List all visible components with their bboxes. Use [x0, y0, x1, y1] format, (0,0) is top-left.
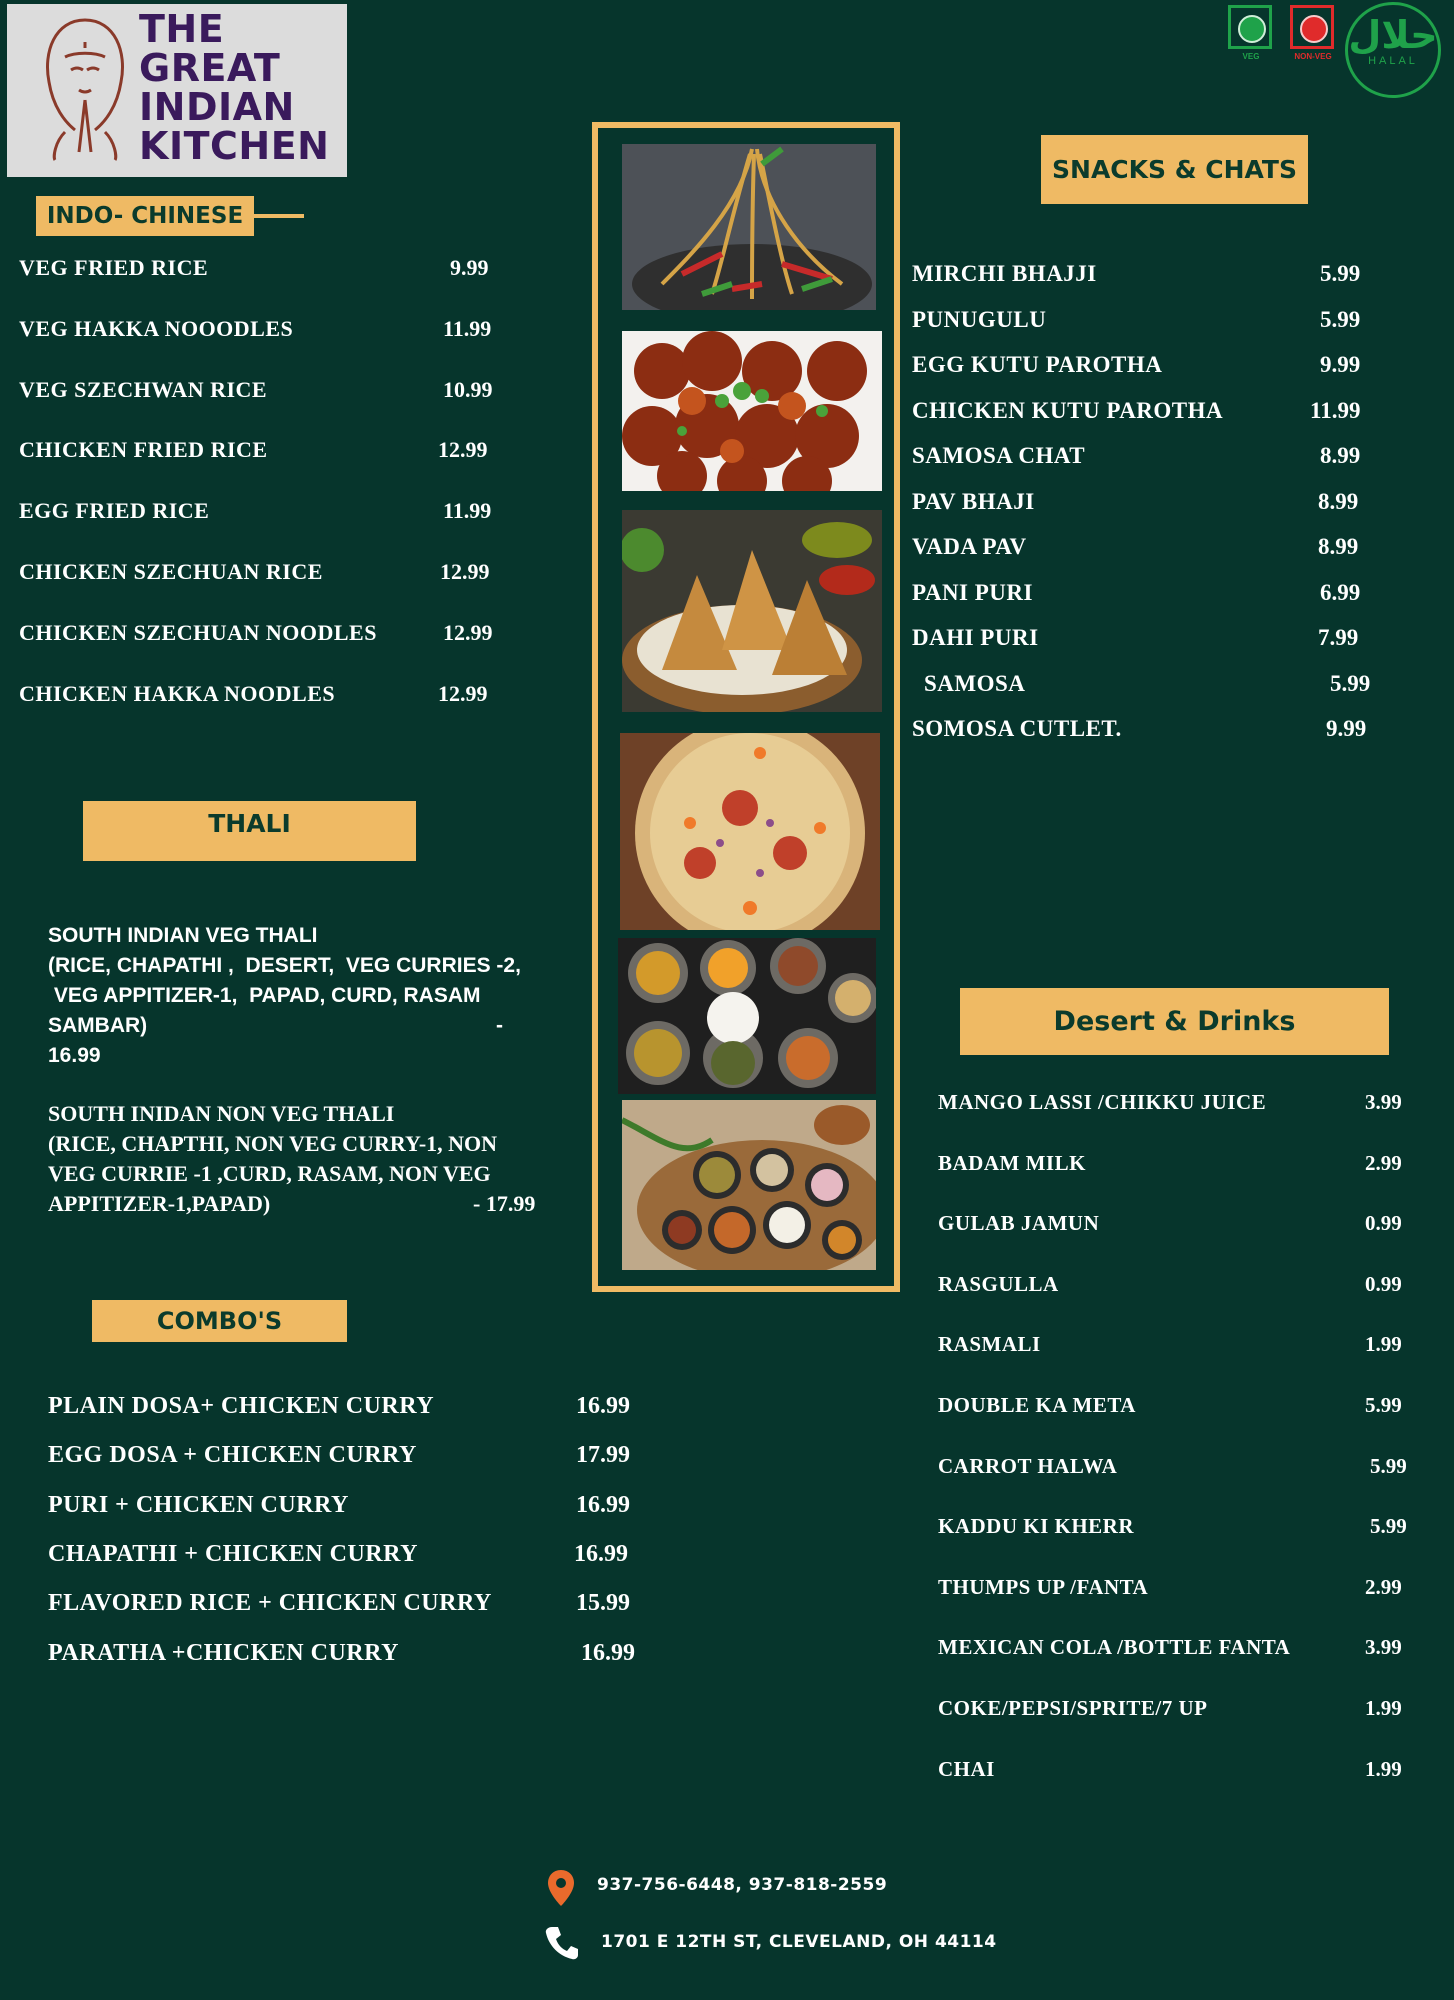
- menu-item-name: VADA PAV: [912, 534, 1027, 559]
- thali-line: VEG CURRIE -1 ,CURD, RASAM, NON VEG: [48, 1161, 491, 1186]
- menu-item-name: EGG KUTU PAROTHA: [912, 352, 1163, 377]
- menu-item-price: 5.99: [1320, 306, 1361, 332]
- menu-item-price: 16.99: [576, 1393, 630, 1419]
- menu-item-price: 16.99: [576, 1491, 630, 1518]
- menu-item-price: 2.99: [1365, 1574, 1402, 1599]
- menu-item-name: EGG DOSA + CHICKEN CURRY: [48, 1442, 417, 1469]
- menu-item-name: PANI PURI: [912, 579, 1033, 605]
- thali-price: 16.99: [48, 1044, 101, 1067]
- menu-item-name: CHICKEN FRIED RICE: [19, 437, 268, 463]
- menu-item-name: THUMPS UP /FANTA: [938, 1574, 1149, 1599]
- menu-item-name: MANGO LASSI /CHIKKU JUICE: [938, 1090, 1267, 1114]
- menu-item-name: CHICKEN SZECHUAN NOODLES: [19, 619, 377, 645]
- halal-badge: [1345, 2, 1441, 98]
- menu-item-name: DAHI PURI: [912, 625, 1039, 650]
- logo-line: THE: [139, 7, 225, 51]
- menu-item-price: 9.99: [450, 255, 489, 280]
- menu-item-name: MIRCHI BHAJJI: [912, 261, 1097, 286]
- menu-item-price: 12.99: [443, 619, 493, 645]
- menu-item-price: 16.99: [581, 1639, 635, 1666]
- veg-label: VEG: [1242, 52, 1260, 61]
- indo-chinese-heading: [36, 196, 254, 236]
- restaurant-logo: [7, 4, 347, 177]
- nonveg-label: NON-VEG: [1294, 52, 1332, 61]
- menu-item-name: PUNUGULU: [912, 306, 1047, 332]
- menu-item-price: 0.99: [1365, 1271, 1402, 1296]
- menu-item-price: 5.99: [1370, 1453, 1407, 1478]
- menu-item-name: SOMOSA CUTLET.: [912, 716, 1122, 741]
- veg-dot-icon: [1238, 15, 1266, 43]
- menu-item-price: 1.99: [1365, 1696, 1402, 1720]
- menu-item-price: 8.99: [1318, 488, 1359, 514]
- menu-item-name: VEG SZECHWAN RICE: [19, 376, 268, 402]
- menu-item-price: 12.99: [438, 680, 488, 706]
- menu-item-price: 2.99: [1365, 1150, 1402, 1175]
- section-title: Desert & Drinks: [1053, 1006, 1296, 1037]
- logo-line: KITCHEN: [139, 124, 330, 168]
- thali-dash: -: [496, 1014, 503, 1037]
- menu-item-name: RASMALI: [938, 1332, 1041, 1357]
- menu-item-name: COKE/PEPSI/SPRITE/7 UP: [938, 1696, 1208, 1720]
- nonveg-badge: [1290, 5, 1334, 49]
- menu-item-price: 10.99: [443, 376, 493, 402]
- menu-item-price: 17.99: [576, 1442, 630, 1469]
- section-title: THALI: [208, 809, 291, 838]
- menu-item-name: PURI + CHICKEN CURRY: [48, 1491, 349, 1518]
- logo-line: INDIAN: [139, 85, 295, 129]
- section-title: SNACKS & CHATS: [1052, 155, 1297, 184]
- section-title: INDO- CHINESE: [46, 203, 244, 229]
- halal-label: HALAL: [1368, 55, 1418, 67]
- menu-item-name: KADDU KI KHERR: [938, 1514, 1135, 1539]
- snacks-heading: [1041, 135, 1308, 204]
- menu-item-name: SAMOSA: [924, 670, 1026, 696]
- menu-item-name: PARATHA +CHICKEN CURRY: [48, 1639, 399, 1666]
- menu-item-price: 8.99: [1318, 534, 1359, 559]
- menu-item-name: PAV BHAJI: [912, 488, 1035, 514]
- thali-line: SOUTH INIDAN NON VEG THALI: [48, 1101, 395, 1126]
- menu-item-price: 0.99: [1365, 1211, 1402, 1236]
- menu-item-name: VEG HAKKA NOOODLES: [19, 315, 294, 341]
- menu-item-name: GULAB JAMUN: [938, 1211, 1100, 1236]
- menu-item-name: CHAPATHI + CHICKEN CURRY: [48, 1540, 418, 1567]
- menu-item-name: SAMOSA CHAT: [912, 443, 1086, 468]
- menu-item-price: 3.99: [1365, 1635, 1402, 1660]
- heading-underline: [252, 214, 304, 218]
- thali-heading: [83, 801, 416, 861]
- location-pin-icon: [546, 1869, 576, 1907]
- menu-item-price: 12.99: [440, 559, 490, 584]
- menu-item-name: MEXICAN COLA /BOTTLE FANTA: [938, 1635, 1291, 1660]
- menu-item-name: DOUBLE KA META: [938, 1393, 1136, 1417]
- menu-item-name: VEG FRIED RICE: [19, 255, 209, 280]
- menu-item-price: 5.99: [1370, 1514, 1407, 1539]
- noodles-photo: [622, 144, 876, 310]
- menu-item-price: 9.99: [1326, 716, 1367, 741]
- section-title: COMBO'S: [156, 1307, 283, 1335]
- namaste-figure-icon: [35, 12, 135, 162]
- menu-item-price: 11.99: [1310, 397, 1361, 423]
- thali-price: - 17.99: [473, 1191, 536, 1216]
- combos-heading: [92, 1300, 347, 1342]
- menu-item-price: 3.99: [1365, 1090, 1402, 1114]
- menu-item-price: 1.99: [1365, 1756, 1402, 1781]
- menu-item-name: CHAI: [938, 1756, 995, 1781]
- menu-item-name: EGG FRIED RICE: [19, 498, 210, 524]
- menu-item-name: CARROT HALWA: [938, 1453, 1118, 1478]
- samosa-photo: [622, 510, 882, 712]
- menu-item-price: 11.99: [443, 498, 492, 524]
- thali-line: VEG APPITIZER-1, PAPAD, CURD, RASAM: [48, 984, 481, 1007]
- veg-thali-item: [48, 921, 568, 1071]
- chilli-chicken-photo: [622, 331, 882, 491]
- nonveg-thali-item: [48, 1099, 568, 1219]
- menu-item-price: 5.99: [1320, 261, 1361, 286]
- thali-photo: [618, 938, 876, 1094]
- menu-item-price: 8.99: [1320, 443, 1361, 468]
- menu-item-price: 7.99: [1318, 625, 1359, 650]
- phone-numbers: 937-756-6448, 937-818-2559: [597, 1875, 888, 1895]
- nonveg-dot-icon: [1300, 15, 1328, 43]
- phone-icon: [544, 1925, 580, 1961]
- menu-item-name: PLAIN DOSA+ CHICKEN CURRY: [48, 1393, 435, 1419]
- menu-item-name: BADAM MILK: [938, 1150, 1086, 1175]
- veg-badge: [1228, 5, 1272, 49]
- menu-item-name: CHICKEN HAKKA NOODLES: [19, 680, 336, 706]
- menu-item-price: 1.99: [1365, 1332, 1402, 1357]
- menu-item-price: 12.99: [438, 437, 488, 463]
- address: 1701 E 12TH ST, CLEVELAND, OH 44114: [601, 1932, 997, 1952]
- biryani-photo: [620, 733, 880, 930]
- menu-item-name: FLAVORED RICE + CHICKEN CURRY: [48, 1590, 492, 1617]
- thali-line: (RICE, CHAPTHI, NON VEG CURRY-1, NON: [48, 1131, 498, 1156]
- thali-line: SAMBAR): [48, 1014, 148, 1037]
- menu-item-price: 16.99: [574, 1540, 628, 1567]
- menu-item-price: 15.99: [576, 1590, 630, 1617]
- thali-line: (RICE, CHAPATHI , DESERT, VEG CURRIES -2,: [48, 954, 521, 977]
- menu-item-price: 5.99: [1330, 670, 1371, 696]
- desserts-heading: [960, 988, 1389, 1055]
- menu-item-price: 11.99: [443, 315, 492, 341]
- thali-line: APPITIZER-1,PAPAD): [48, 1191, 271, 1216]
- menu-item-price: 5.99: [1365, 1393, 1402, 1417]
- menu-item-name: CHICKEN KUTU PAROTHA: [912, 397, 1224, 423]
- menu-item-name: CHICKEN SZECHUAN RICE: [19, 559, 323, 584]
- menu-item-price: 9.99: [1320, 352, 1361, 377]
- menu-item-price: 6.99: [1320, 579, 1361, 605]
- thali-line: SOUTH INDIAN VEG THALI: [48, 924, 318, 947]
- halal-arabic: حلال: [1348, 13, 1438, 57]
- food-spread-photo: [622, 1100, 876, 1270]
- logo-line: GREAT: [139, 46, 281, 90]
- menu-item-name: RASGULLA: [938, 1271, 1059, 1296]
